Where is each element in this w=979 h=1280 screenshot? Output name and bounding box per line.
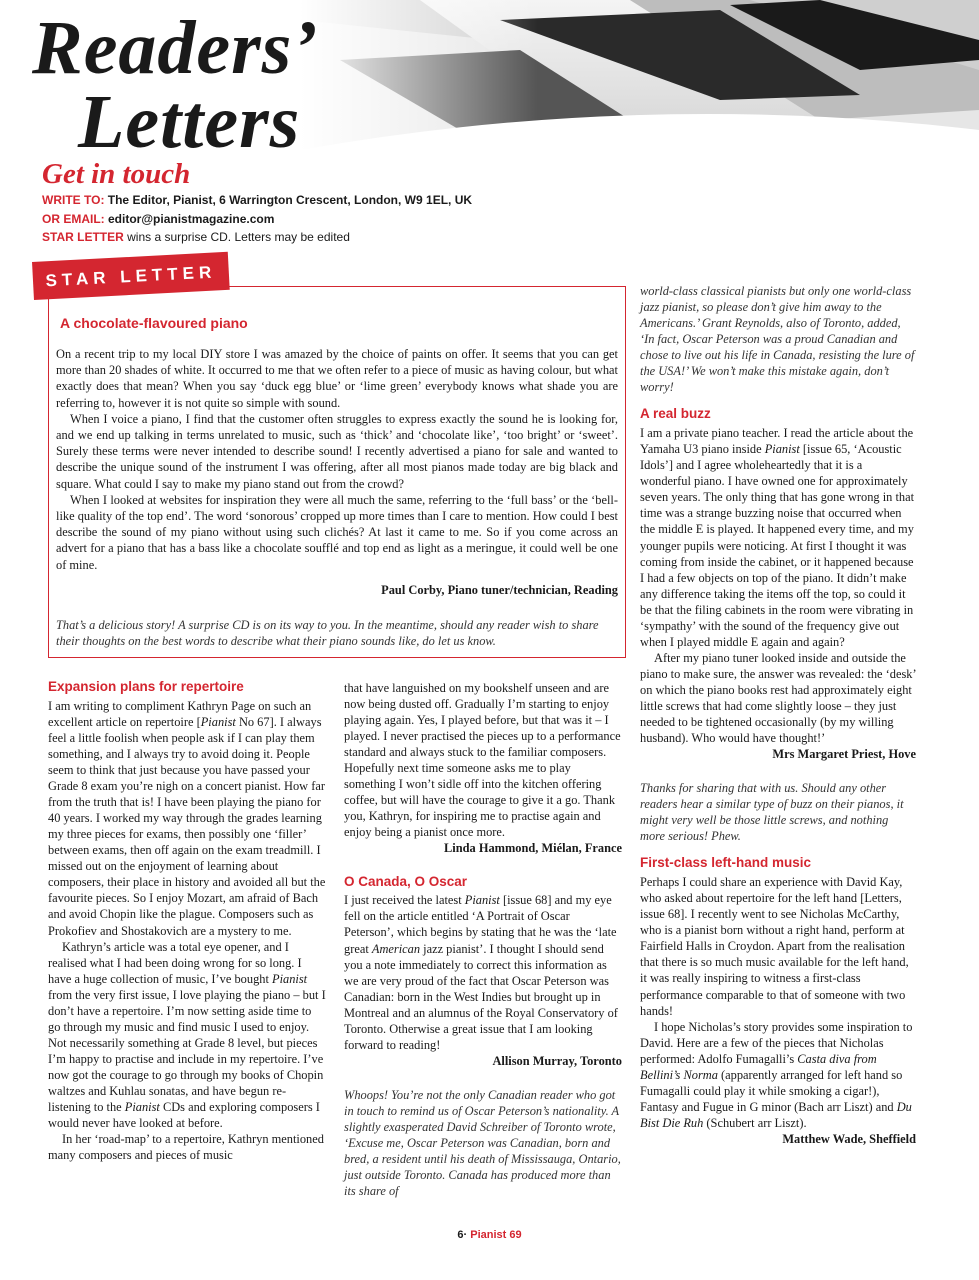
contact-write-line bbox=[42, 193, 472, 207]
text-run: I just received the latest bbox=[344, 893, 465, 908]
text-run: [issue 68] and my eye fell on the article entitled ‘A Portrait of Oscar Peterson’, which begins by stating that he was the ‘late great bbox=[344, 893, 617, 956]
letter-signature: Mrs Margaret Priest, Hove bbox=[772, 747, 916, 762]
star-letter-editor-reply: That’s a delicious story! A surprise CD is on its way to you. In the meantime, should any reader wish to share their thoughts on the best words to describe what their piano sounds like, do let us know. bbox=[56, 618, 599, 648]
letter-paragraph: In her ‘road-map’ to a repertoire, Kathryn mentioned many composers and pieces of music bbox=[48, 1132, 324, 1163]
star-letter-paragraph: When I voice a piano, I find that the customer often struggles to express exactly the sound he is looking for, and we end up talking in terms unrelated to music, such as ‘thick’ and ‘chocolate like’, ‘too bright’ or ‘sweet’. Surely these terms were never intended to describe sound! I recently advertised a piano for sale and wanted to describe the unique sound of the instrument I was offering, after all most pianos made today are big black and square. What could I say to make my piano stand out from the crowd? bbox=[56, 411, 618, 491]
text-run-italic: Pianist bbox=[200, 714, 236, 729]
letters-column-3 bbox=[640, 283, 916, 1153]
star-letter-paragraph: When I looked at websites for inspiration they were all much the same, referring to the ‘full bass’ or the ‘bell-like quality of the top end’. The word ‘sonorous’ cropped up more times than I care to mention. How could I best describe the sound of my piano without using such clichés? At last it came to me. So if you come across an advert for a piano that has a bass like a chocolate soufflé and top end as light as a meringue, it could well be one of mine. bbox=[56, 492, 618, 572]
issue-number: 69 bbox=[509, 1229, 522, 1241]
letter-signature: Matthew Wade, Sheffield bbox=[782, 1131, 916, 1146]
text-run: I am a private piano teacher. I read the article about the Yamaha U3 piano inside bbox=[640, 426, 914, 457]
piano-keys-image bbox=[300, 0, 979, 165]
letter-heading-buzz: A real buzz bbox=[640, 406, 711, 422]
text-run: I hope Nicholas’s story provides some inspiration to David. Here are a few of the pieces that Nicholas performed: Adolfo Fumagalli’s bbox=[640, 1019, 913, 1066]
star-letter-signature: Paul Corby, Piano tuner/technician, Reading bbox=[381, 583, 618, 597]
write-address: The Editor, Pianist, 6 Warrington Crescent, London, W9 1EL, UK bbox=[104, 193, 473, 207]
text-run: CDs and exploring composers I would never have looked at before. bbox=[48, 1100, 320, 1131]
letter-heading-left-hand: First-class left-hand music bbox=[640, 855, 812, 871]
page-number: 6 bbox=[457, 1229, 464, 1241]
letter-signature: Linda Hammond, Miélan, France bbox=[444, 841, 622, 856]
letter-paragraph bbox=[48, 698, 326, 939]
text-run: from the very first issue, I love playing the piano – but I don’t have a repertoire. I’m now setting aside time to go through my music and find music I used to enjoy. Not necessarily something at Grade 8 level, but pieces I’m happy to practise and include in my repertoire. I’ve now got the courage to go through my books of Chopin waltzes and Kuhlau sonatas, and have begun re-listening to the bbox=[48, 987, 326, 1115]
text-run: (apparently arranged for left hand so Fumagalli could play it while smoking a cigar!), Fantasy and Fugue in G minor (Bach arr Liszt) and bbox=[640, 1067, 903, 1114]
text-run: I am writing to compliment Kathryn Page on such an excellent article on repertoire [ bbox=[48, 698, 312, 729]
star-letter-note: wins a surprise CD. Letters may be edited bbox=[123, 230, 350, 244]
star-letter-paragraph: On a recent trip to my local DIY store I was amazed by the choice of paints on offer. It seems that you can get more than 20 shades of white. It occurred to me that we often refer to a piece of music as having colour, but what exactly does that mean? When you say ‘duck egg blue’ or ‘lime green’ everybody knows what shade you are referring to, however it is not quite so simple with sound. bbox=[56, 347, 618, 410]
letter-paragraph: After my piano tuner looked inside and outside the piano to make sure, the answer was revealed: the ‘desk’ on which the piano books rest had approximately eight little screws that had come slightly loose – they just needed to be tightened occasionally (by my willing husband). Who would have thought!’ bbox=[640, 650, 916, 746]
letter-paragraph: Perhaps I could share an experience with David Kay, who asked about repertoire for the left hand [Letters, issue 68]. I recently went to see Nicholas McCarthy, who is a pianist born without a right hand, perform at Fairfield Halls in Croydon. Apart from the realisation that there is so much music available for the left hand, it was really inspiring to witness a first-class performance comparable to that of someone with two hands! bbox=[640, 875, 909, 1018]
text-run: No 67]. I always feel a little foolish when people ask if I can play them something, and I always try to avoid doing it. People seem to think that just because you have passed your Grade 8 exam you’re nigh on a concert pianist. How far from the truth that is! I have been playing the piano for 40 years. I worked my way through the grades learning my three pieces for exams, then possibly one ‘filler’ between exams, then off again on the exam treadmill. I missed out on the enjoyment of learning about composers, their place in history and avoided all but the favourite pieces. So I enjoy Mozart, am afraid of Bach and avoid Chopin like the plague. Composers such as Prokofiev and Shostakovich are a mystery to me. bbox=[48, 714, 326, 938]
editor-reply: world-class classical pianists but only one world-class jazz pianist, so please don’t give him away to the Americans.’ Grant Reynolds, also of Toronto, added, ‘In fact, Oscar Peterson was a proud Canadian and chose to live out his life in Canada, resisting the lure of the USA!’ We won’t make this mistake again, don’t worry! bbox=[640, 284, 915, 395]
contact-heading: Get in touch bbox=[42, 158, 191, 190]
text-run: jazz pianist’. I thought I should send you a note immediately to correct this information as we are very proud of the fact that Oscar Peterson was Canadian: born in the West Indies but brought up in Montreal and an alumnus of the Royal Conservatory of Toronto. Otherwise a great issue that I am looking forward to reading! bbox=[344, 941, 618, 1052]
star-letter-tab-label: STAR LETTER bbox=[45, 261, 217, 290]
letters-column-1 bbox=[48, 680, 326, 1163]
footer-separator: · bbox=[463, 1229, 468, 1241]
write-label: WRITE TO: bbox=[42, 193, 105, 207]
letters-column-2 bbox=[344, 680, 622, 1199]
page-footer bbox=[0, 1230, 979, 1241]
letter-heading-repertoire: Expansion plans for repertoire bbox=[48, 679, 244, 694]
spacer bbox=[344, 863, 622, 875]
contact-email-line bbox=[42, 212, 274, 226]
page-title-line-2: Letters bbox=[78, 80, 301, 164]
text-run-italic: Pianist bbox=[764, 442, 800, 457]
letter-signature: Allison Murray, Toronto bbox=[492, 1053, 622, 1068]
editor-reply: Thanks for sharing that with us. Should any other readers hear a similar type of buzz on their pianos, it might very well be those little screws, and nothing more serious! Phew. bbox=[640, 781, 904, 844]
star-letter-label: STAR LETTER bbox=[42, 230, 124, 244]
email-label: OR EMAIL: bbox=[42, 212, 105, 226]
email-address[interactable]: editor@pianistmagazine.com bbox=[104, 212, 275, 226]
star-letter-heading: A chocolate-flavoured piano bbox=[60, 315, 248, 331]
letter-heading-oscar: O Canada, O Oscar bbox=[344, 873, 468, 889]
page-header bbox=[0, 0, 979, 244]
letter-paragraph: that have languished on my bookshelf unseen and are now being dusted off. Gradually I’m starting to enjoy playing again. Yes, I played before, but that was it – I played. I never practised the pieces up to a performance standard and always stuck to the familiar composers. Hopefully next time someone asks me to play something I won’t sidle off into the kitchen offering coffee, but will have the courage to give it a go. Thank you, Kathryn, for inspiring me to practise again and enjoy being a pianist once more. bbox=[344, 681, 621, 840]
letter-paragraph bbox=[344, 892, 622, 1052]
magazine-name: Pianist bbox=[470, 1229, 507, 1241]
star-letter-body bbox=[56, 346, 618, 573]
letter-paragraph bbox=[640, 1019, 916, 1131]
text-run: (Schubert arr Liszt). bbox=[703, 1115, 807, 1130]
text-run-italic: Pianist bbox=[464, 893, 500, 908]
text-run-italic: Casta diva from Bellini’s Norma bbox=[640, 1051, 877, 1082]
text-run-italic: Pianist bbox=[272, 971, 308, 986]
text-run: [issue 65, ‘Acoustic Idols’] and I agree wholeheartedly that it is a wonderful piano. I have owned one for approximately seven years. The only thing that has gone wrong in that time was a strange buzzing noise that occurred when the middle E is played. It happened every time, and my younger pupils were noticing. At first I thought it was coming from inside the cabinet, or it happened because I had a few objects on top of the piano. It didn’t make any difference taking the items off the top, so could it be that the filing cabinets in the room were vibrating in ‘sympathy’ with the sound of the frequency give out when I played middle E again and again? bbox=[640, 442, 915, 649]
page-title-line-1: Readers’ bbox=[32, 6, 319, 90]
letter-paragraph bbox=[640, 425, 916, 650]
letter-paragraph bbox=[48, 939, 326, 1132]
text-run-italic: American bbox=[371, 941, 421, 956]
contact-star-line bbox=[42, 230, 350, 244]
text-run: Kathryn’s article was a total eye opener, and I realised what I had been doing wrong for so long. I have a huge collection of music, I’ve bought bbox=[48, 939, 302, 986]
spacer bbox=[344, 1075, 622, 1087]
editor-reply: Whoops! You’re not the only Canadian reader who got in touch to remind us of Oscar Peterson’s nationality. A slightly exasperated David Schreiber of Toronto wrote, ‘Excuse me, Oscar Peterson was Canadian, born and bred, a resident until his death of Mississauga, Ontario, just outside Toronto. Canada has produced more than its share of bbox=[344, 1087, 621, 1199]
text-run-italic: Du Bist Die Ruh bbox=[640, 1099, 912, 1130]
text-run-italic: Pianist bbox=[124, 1100, 160, 1115]
spacer bbox=[640, 768, 916, 780]
